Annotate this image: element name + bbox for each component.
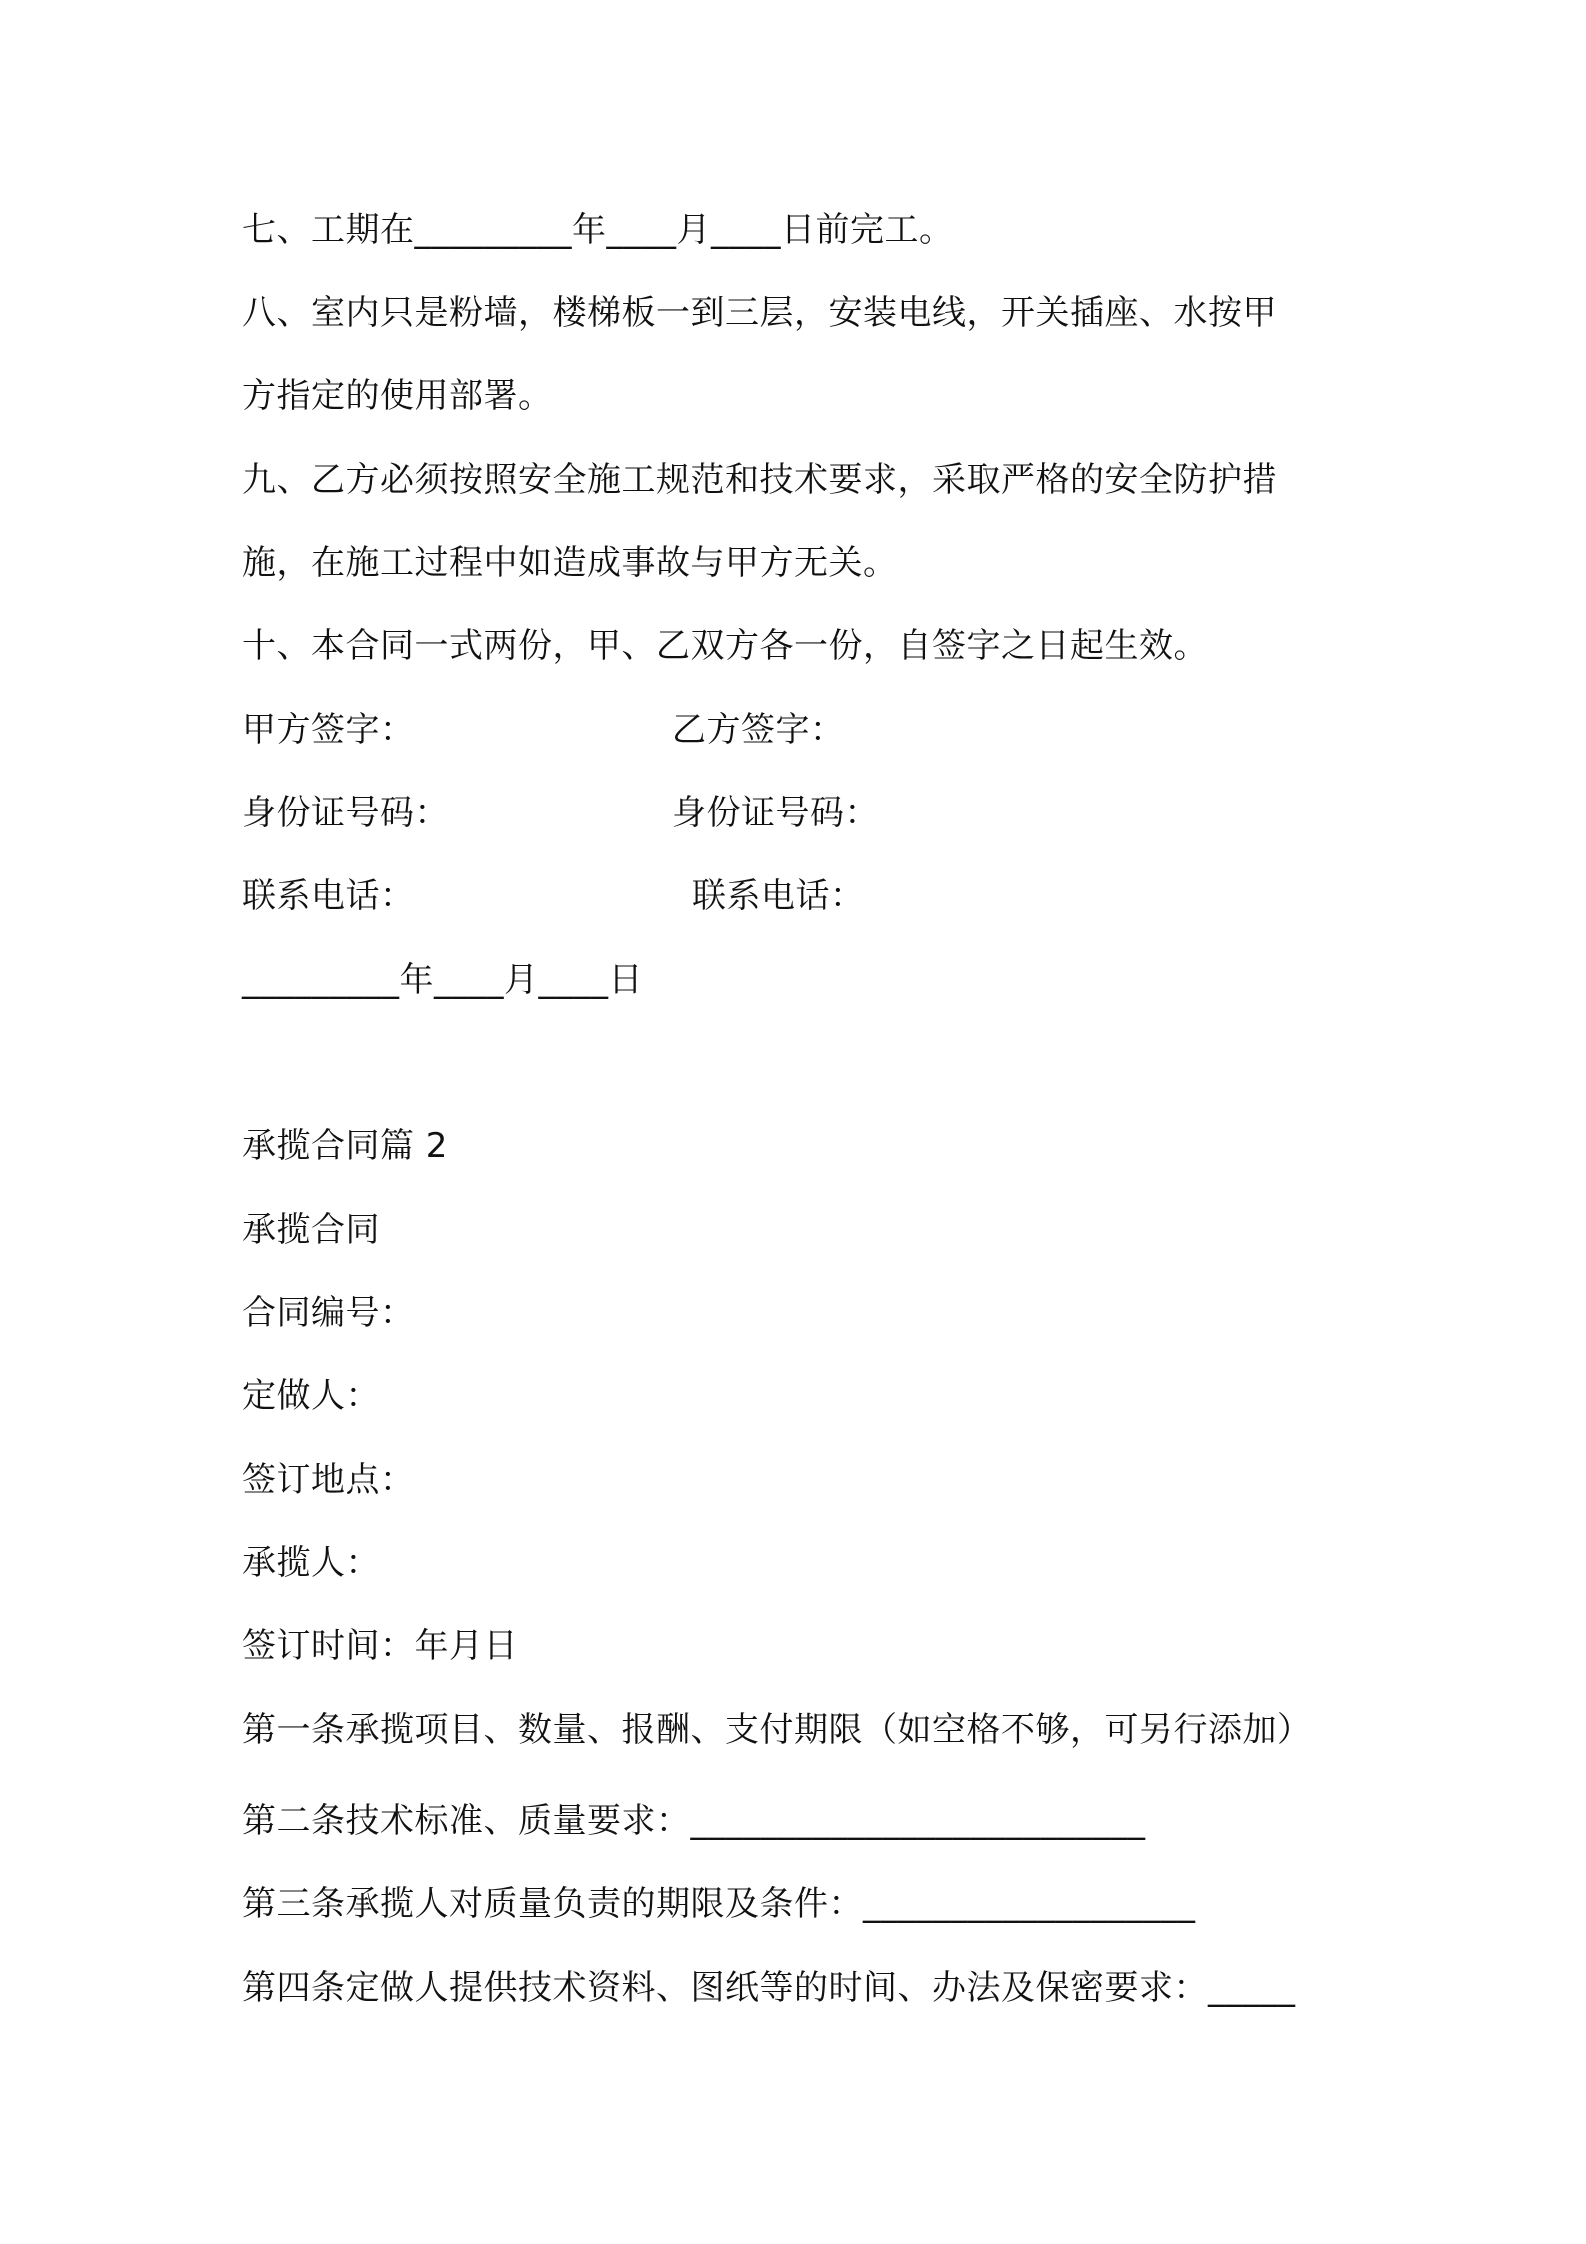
clause-7: 七、工期在_________年____月____日前完工。	[242, 210, 954, 250]
contract-number-label: 合同编号：	[242, 1293, 415, 1333]
party-a-phone-label: 联系电话：	[242, 876, 415, 916]
party-a-id-label: 身份证号码：	[242, 793, 449, 833]
party-a-signature-label: 甲方签字：	[242, 710, 415, 750]
clause-9-line-2: 施，在施工过程中如造成事故与甲方无关。	[242, 543, 898, 583]
orderer-label: 定做人：	[242, 1376, 380, 1416]
party-b-phone-label: 联系电话：	[692, 876, 865, 916]
clause-9-line-1: 九、乙方必须按照安全施工规范和技术要求，采取严格的安全防护措	[242, 460, 1277, 500]
clause-10: 十、本合同一式两份，甲、乙双方各一份，自签字之日起生效。	[242, 626, 1208, 666]
clause-8-line-2: 方指定的使用部署。	[242, 376, 553, 416]
signing-place-label: 签订地点：	[242, 1460, 415, 1500]
signing-time-label: 签订时间：年月日	[242, 1626, 518, 1666]
contractor-label: 承揽人：	[242, 1543, 380, 1583]
section-heading: 承揽合同篇 2	[242, 1126, 448, 1166]
article-1: 第一条承揽项目、数量、报酬、支付期限（如空格不够，可另行添加）	[242, 1710, 1312, 1750]
contract-title: 承揽合同	[242, 1210, 380, 1250]
article-2: 第二条技术标准、质量要求：__________________________	[242, 1801, 1146, 1841]
article-4: 第四条定做人提供技术资料、图纸等的时间、办法及保密要求：_____	[242, 1968, 1296, 2008]
clause-8-line-1: 八、室内只是粉墙，楼梯板一到三层，安装电线，开关插座、水按甲	[242, 293, 1277, 333]
party-b-id-label: 身份证号码：	[672, 793, 879, 833]
party-b-signature-label: 乙方签字：	[672, 710, 845, 750]
article-3: 第三条承揽人对质量负责的期限及条件：___________________	[242, 1884, 1196, 1924]
signing-date-line: _________年____月____日	[242, 960, 643, 1000]
